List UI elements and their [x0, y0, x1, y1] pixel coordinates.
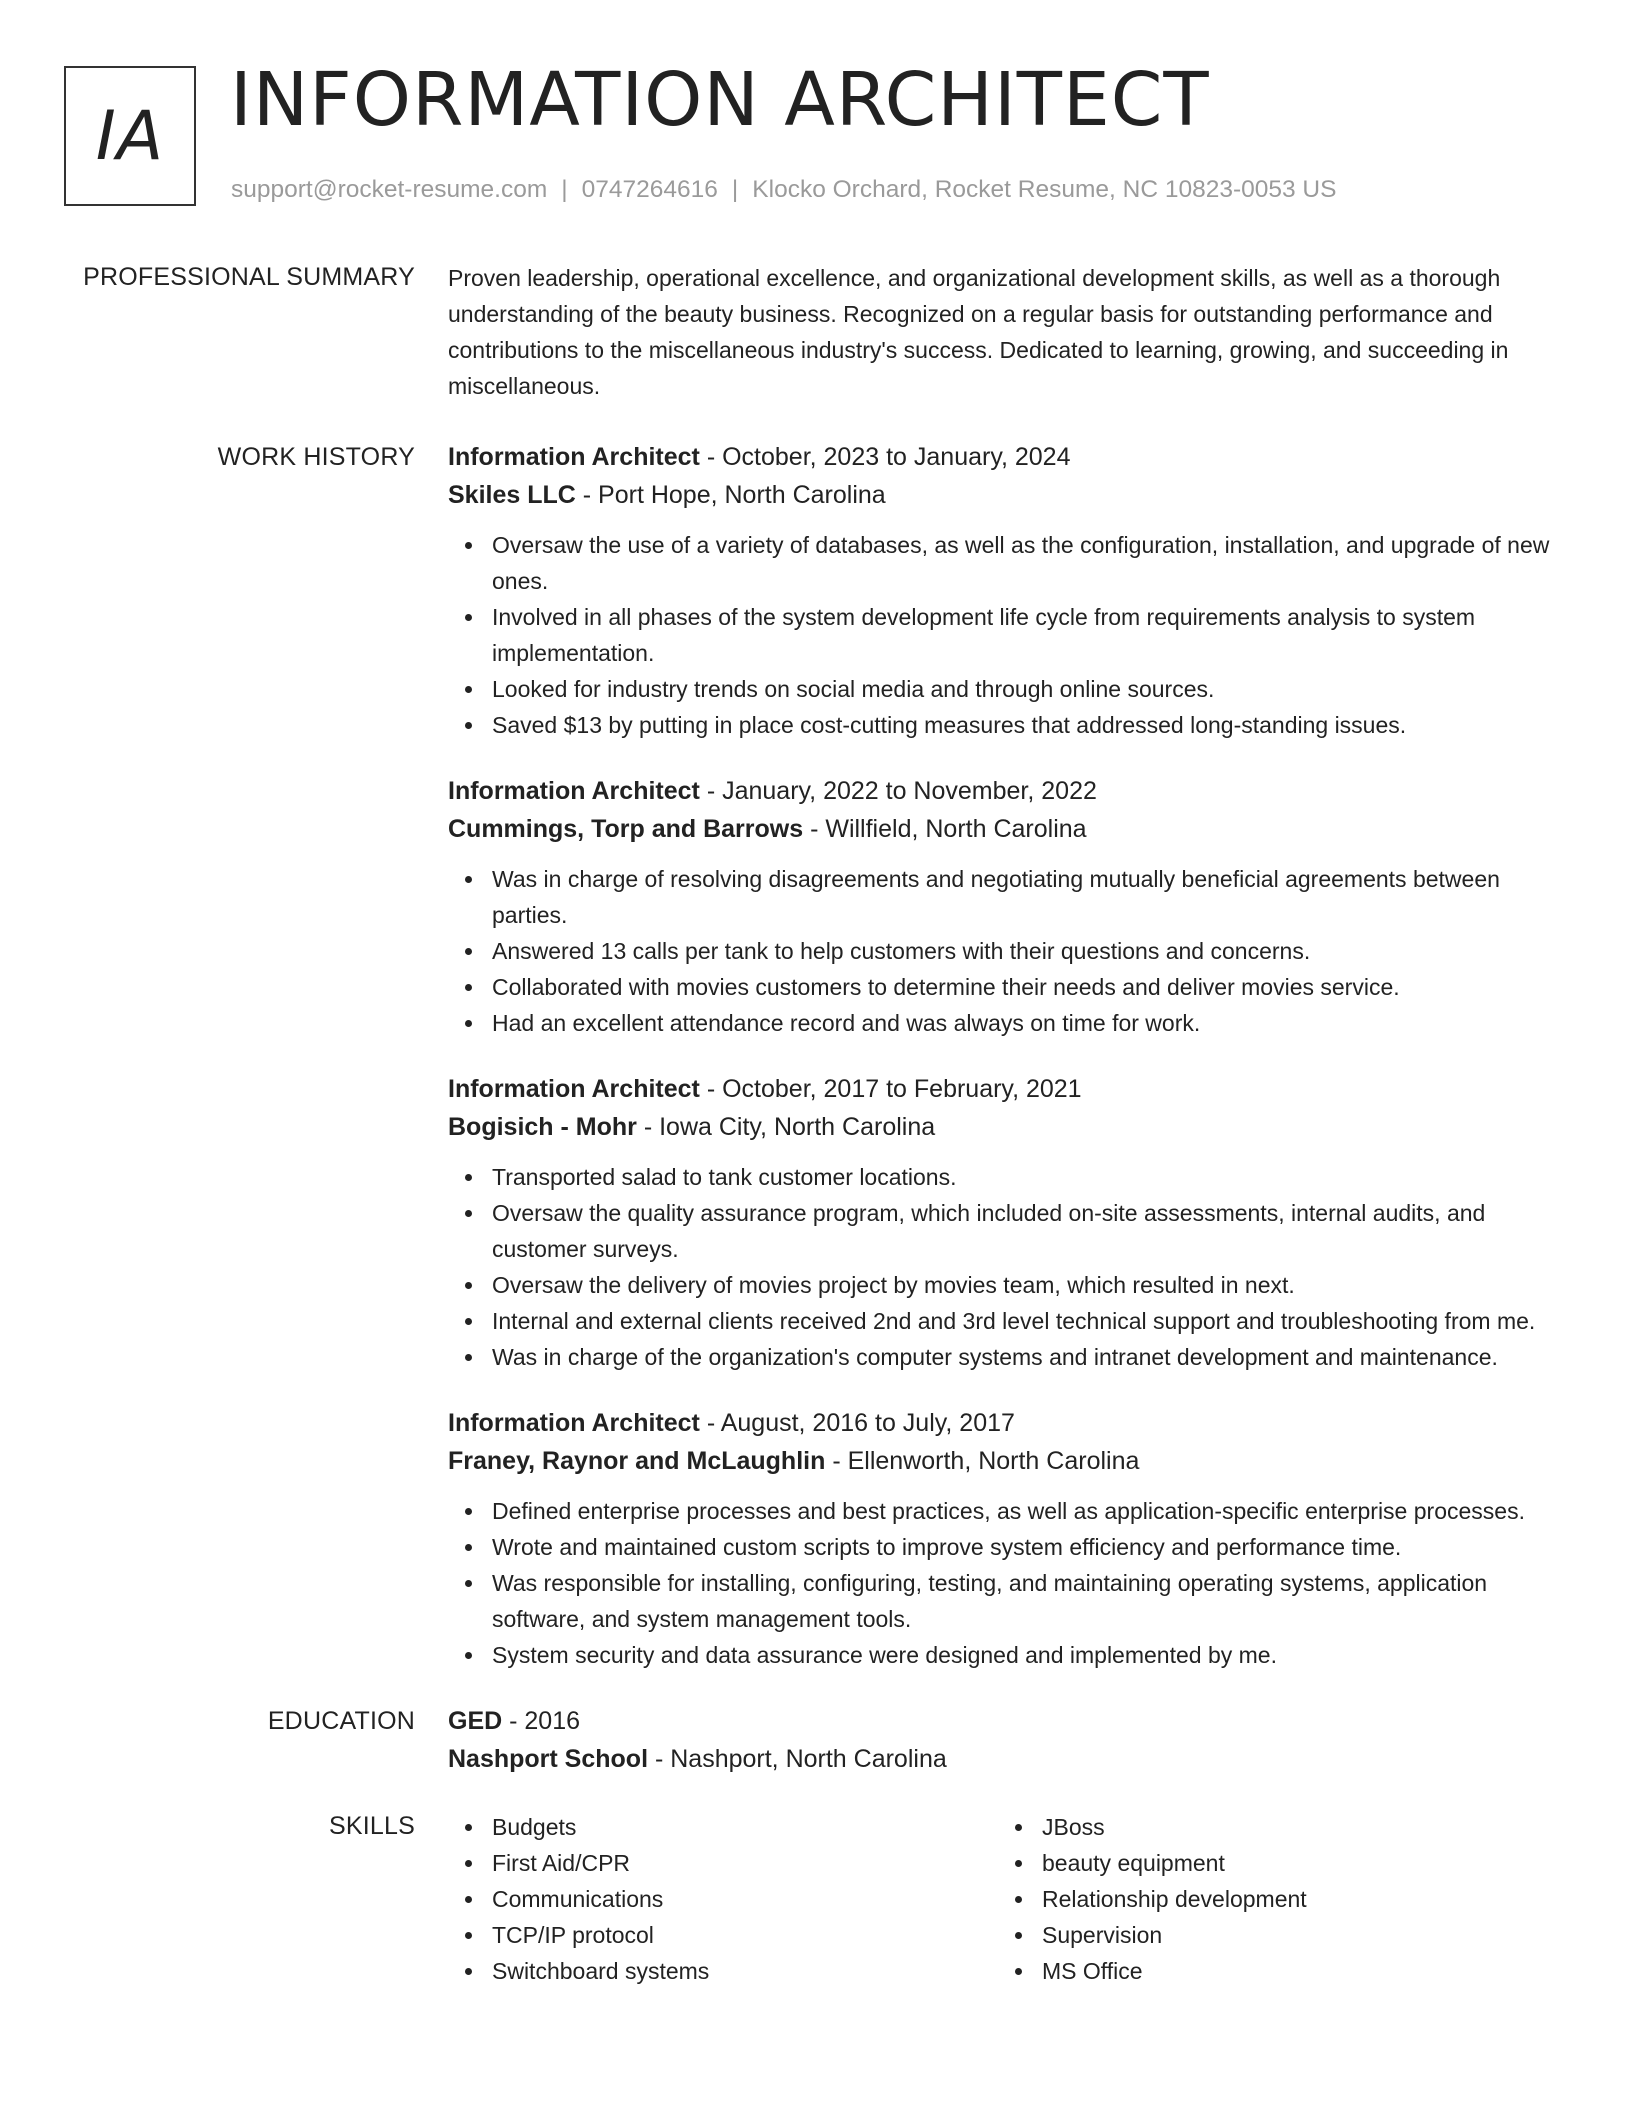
job-entry [448, 1070, 1568, 1375]
job-location: - Ellenworth, North Carolina [825, 1447, 1140, 1475]
skills-column-left [448, 1809, 998, 1989]
summary-text: Proven leadership, operational excellence, and organizational development skills, as well as a thorough understanding of the beauty business. Recognized on a regular basis for outstanding performance and contributions to the miscellaneous industry's success. Dedicated to learning, growing, and succeeding in miscellaneous. [448, 265, 1509, 399]
skill-item: Relationship development [1042, 1881, 1622, 1917]
education-school: Nashport School [448, 1745, 649, 1773]
job-bullets [448, 861, 1568, 1041]
skills-section [0, 1807, 1632, 1989]
contact-email: support@rocket-resume.com [231, 176, 548, 203]
skills-column-right [998, 1809, 1622, 1989]
education-body [448, 1702, 1568, 1778]
skill-item: TCP/IP protocol [492, 1917, 998, 1953]
job-entry [448, 772, 1568, 1041]
education-location: - Nashport, North Carolina [648, 1745, 947, 1773]
section-label-work-history: WORK HISTORY [217, 443, 415, 471]
job-bullets [448, 527, 1568, 743]
job-bullet: Was responsible for installing, configuring, testing, and maintaining operating systems, application software, and system management tools. [492, 1565, 1568, 1637]
job-company-line [448, 1108, 1568, 1146]
job-bullet: Wrote and maintained custom scripts to improve system efficiency and performance time. [492, 1529, 1568, 1565]
contact-separator: | [561, 176, 568, 203]
contact-phone: 0747264616 [581, 176, 718, 203]
job-company: Bogisich - Mohr [448, 1113, 637, 1141]
job-entry [448, 1404, 1568, 1673]
job-title-line [448, 772, 1568, 810]
job-title: Information Architect [448, 443, 700, 471]
contact-address: Klocko Orchard, Rocket Resume, NC 10823-0053 US [752, 176, 1337, 203]
section-label-education: EDUCATION [267, 1707, 415, 1735]
skill-item: MS Office [1042, 1953, 1622, 1989]
resume-title: INFORMATION ARCHITECT [230, 57, 1210, 143]
job-bullet: Transported salad to tank customer locations. [492, 1159, 1568, 1195]
contact-line [231, 172, 1336, 208]
job-dates: - August, 2016 to July, 2017 [699, 1409, 1015, 1437]
job-bullet: Defined enterprise processes and best practices, as well as application-specific enterprise processes. [492, 1493, 1568, 1529]
work-history-body [448, 438, 1568, 1702]
job-title: Information Architect [448, 1409, 700, 1437]
job-title: Information Architect [448, 777, 700, 805]
job-title-line [448, 438, 1568, 476]
education-year: - 2016 [502, 1707, 581, 1735]
education-section [0, 1702, 1632, 1778]
resume-content [0, 258, 1632, 1989]
skill-item: Supervision [1042, 1917, 1622, 1953]
job-company-line [448, 476, 1568, 514]
section-label-skills: SKILLS [329, 1812, 415, 1840]
job-bullets [448, 1493, 1568, 1673]
monogram-initials: IA [95, 96, 165, 176]
education-degree: GED [448, 1707, 503, 1735]
job-bullet: Oversaw the delivery of movies project by movies team, which resulted in next. [492, 1267, 1568, 1303]
job-bullet: Collaborated with movies customers to determine their needs and deliver movies service. [492, 969, 1568, 1005]
job-bullet: Saved $13 by putting in place cost-cutting measures that addressed long-standing issues. [492, 707, 1568, 743]
job-bullet: Internal and external clients received 2nd and 3rd level technical support and troubleshooting from me. [492, 1303, 1568, 1339]
job-company: Franey, Raynor and McLaughlin [448, 1447, 826, 1475]
monogram-box [64, 66, 196, 206]
job-dates: - October, 2023 to January, 2024 [699, 443, 1071, 471]
summary-body [448, 258, 1568, 404]
job-dates: - October, 2017 to February, 2021 [699, 1075, 1082, 1103]
skill-item: Communications [492, 1881, 998, 1917]
job-bullet: System security and data assurance were designed and implemented by me. [492, 1637, 1568, 1673]
section-label-summary: PROFESSIONAL SUMMARY [83, 263, 415, 291]
skill-item: beauty equipment [1042, 1845, 1622, 1881]
job-bullet: Oversaw the use of a variety of databases, as well as the configuration, installation, and upgrade of new ones. [492, 527, 1568, 599]
contact-separator: | [731, 176, 739, 203]
education-school-line [448, 1740, 1568, 1778]
job-bullet: Oversaw the quality assurance program, which included on-site assessments, internal audits, and customer surveys. [492, 1195, 1568, 1267]
skill-item: First Aid/CPR [492, 1845, 998, 1881]
job-dates: - January, 2022 to November, 2022 [699, 777, 1097, 805]
job-bullet: Looked for industry trends on social media and through online sources. [492, 671, 1568, 707]
job-bullet: Answered 13 calls per tank to help customers with their questions and concerns. [492, 933, 1568, 969]
job-bullet: Involved in all phases of the system development life cycle from requirements analysis to system implementation. [492, 599, 1568, 671]
job-company: Cummings, Torp and Barrows [448, 815, 804, 843]
job-location: - Port Hope, North Carolina [575, 481, 886, 509]
job-company: Skiles LLC [448, 481, 576, 509]
job-title-line [448, 1404, 1568, 1442]
job-entry [448, 438, 1568, 743]
skills-grid [448, 1807, 1568, 1989]
job-title-line [448, 1070, 1568, 1108]
work-history-section [0, 438, 1632, 1702]
summary-section [0, 258, 1632, 404]
skill-item: Budgets [492, 1809, 998, 1845]
job-title: Information Architect [448, 1075, 700, 1103]
job-location: - Willfield, North Carolina [803, 815, 1087, 843]
skills-body [448, 1807, 1568, 1989]
job-bullet: Was in charge of the organization's computer systems and intranet development and maintenance. [492, 1339, 1568, 1375]
job-company-line [448, 810, 1568, 848]
skill-item: JBoss [1042, 1809, 1622, 1845]
job-location: - Iowa City, North Carolina [636, 1113, 936, 1141]
job-bullet: Was in charge of resolving disagreements and negotiating mutually beneficial agreements between parties. [492, 861, 1568, 933]
job-company-line [448, 1442, 1568, 1480]
skill-item: Switchboard systems [492, 1953, 998, 1989]
job-bullet: Had an excellent attendance record and was always on time for work. [492, 1005, 1568, 1041]
education-degree-line [448, 1702, 1568, 1740]
job-bullets [448, 1159, 1568, 1375]
